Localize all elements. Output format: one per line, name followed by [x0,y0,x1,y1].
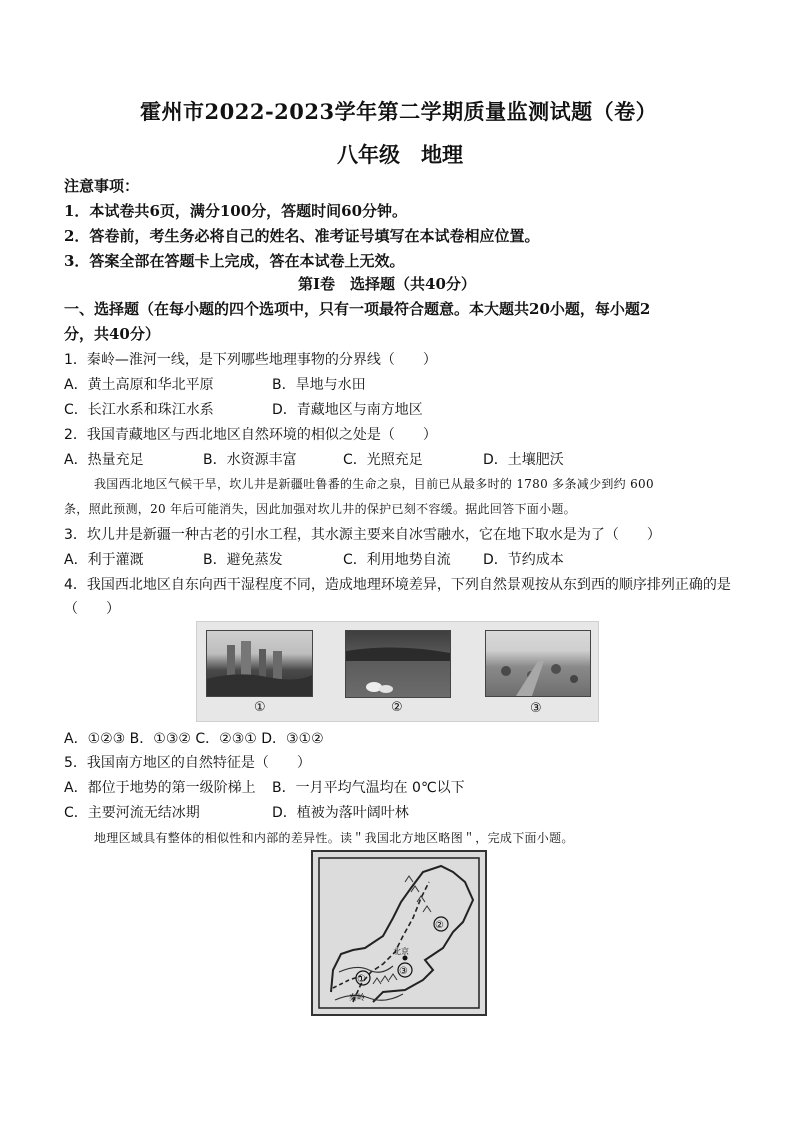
map-drawing [313,852,485,1014]
option-c: C．利用地势自流 [343,552,451,568]
map-label-qinling: 秦岭 [349,993,365,1002]
map-label-2: ② [435,920,444,931]
option-c: C．光照充足 [343,452,423,468]
section-title: 第Ⅰ卷 选择题（共40分） [298,275,476,293]
question-stem: 4．我国西北地区自东向西干湿程度不同，造成地理环境差异，下列自然景观按从东到西的顺序排列正确的是 [64,577,731,593]
notice-heading: 注意事项： [64,177,140,195]
material-text: 地理区域具有整体的相似性和内部的差异性。读＂我国北方地区略图＂，完成下面小题。 [94,831,574,845]
map-label-beijing: 北京 [393,947,409,956]
option-a: A．利于灌溉 [64,552,144,568]
option-d: D．植被为落叶阔叶林 [272,805,409,821]
option-b: B．避免蒸发 [203,552,283,568]
option-c: C．长江水系和珠江水系 [64,402,214,418]
material-text: 我国西北地区气候干旱，坎儿井是新疆吐鲁番的生命之泉，目前已从最多时的 1780 多条减少到约 600 [94,477,654,491]
landscape-photo-2 [345,630,451,698]
notice-item: 3．答案全部在答题卡上完成，答在本试卷上无效。 [64,252,405,270]
landscape-photos [196,621,599,722]
option-a: A．黄土高原和华北平原 [64,377,214,393]
notice-item: 1．本试卷共6页，满分100分，答题时间60分钟。 [64,202,408,220]
question-stem: 2．我国青藏地区与西北地区自然环境的相似之处是（ ） [64,427,437,443]
option-row: A．①②③ B．①③② C．②③① D．③①② [64,731,324,747]
map-label-3: ③ [399,966,408,977]
option-b: B．旱地与水田 [272,377,366,393]
option-c: C．主要河流无结冰期 [64,805,200,821]
page-subtitle: 八年级 地理 [337,142,463,167]
landscape-photo-3 [485,630,591,697]
photo-label: ② [391,700,403,715]
northern-china-map [311,850,487,1016]
option-d: D．土壤肥沃 [483,452,564,468]
option-b: B．水资源丰富 [203,452,297,468]
landscape-photo-1 [206,630,313,697]
map-label-1: ① [357,974,366,985]
question-stem: （ ） [64,601,120,617]
option-a: A．热量充足 [64,452,144,468]
question-stem: 1．秦岭—淮河一线，是下列哪些地理事物的分界线（ ） [64,352,437,368]
photo-label: ① [254,700,266,715]
notice-item: 2．答卷前，考生务必将自己的姓名、准考证号填写在本试卷相应位置。 [64,227,540,245]
option-d: D．青藏地区与南方地区 [272,402,423,418]
option-b: B．一月平均气温均在 0℃以下 [272,780,465,796]
photo-label: ③ [530,701,542,716]
question-stem: 3．坎儿井是新疆一种古老的引水工程，其水源主要来自冰雪融水，它在地下取水是为了（ ） [64,527,661,543]
material-text: 条，照此预测，20 年后可能消失，因此加强对坎儿井的保护已刻不容缓。据此回答下面小题。 [64,502,576,516]
question-stem: 5．我国南方地区的自然特征是（ ） [64,755,311,771]
option-d: D．节约成本 [483,552,564,568]
section-instruction: 分，共40分） [64,325,160,343]
option-a: A．都位于地势的第一级阶梯上 [64,780,256,796]
section-instruction: 一、选择题（在每小题的四个选项中，只有一项最符合题意。本大题共20小题，每小题2 [64,300,651,318]
page-title: 霍州市2022-2023学年第二学期质量监测试题（卷） [140,99,658,124]
